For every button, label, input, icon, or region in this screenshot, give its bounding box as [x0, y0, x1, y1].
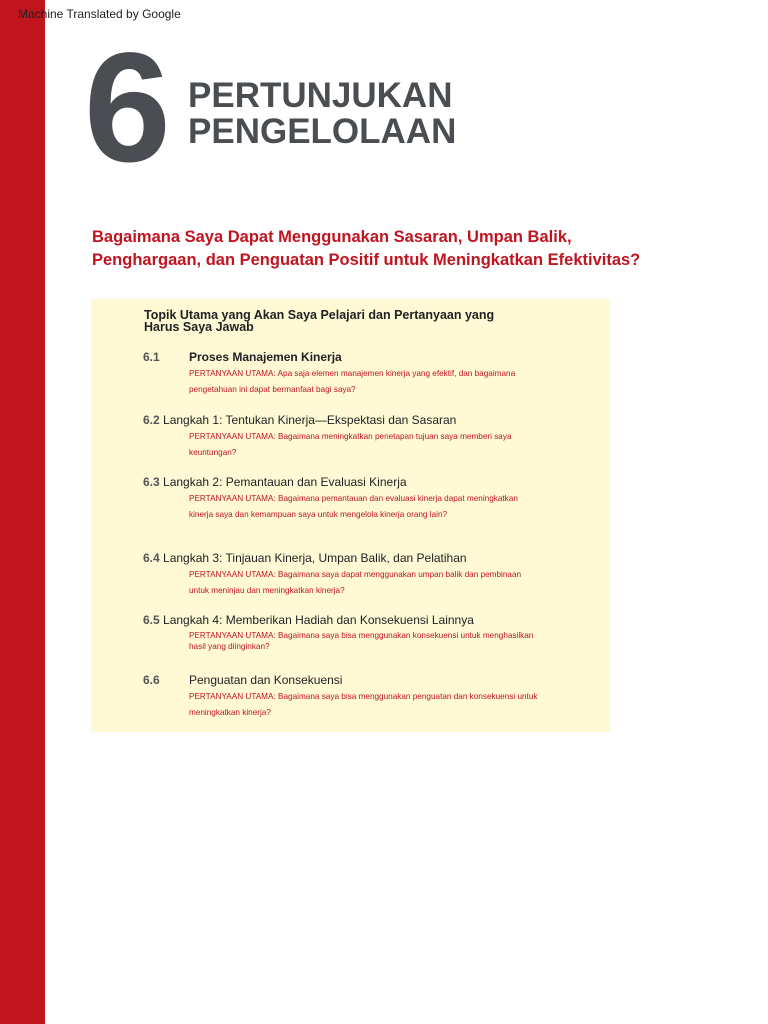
chapter-question [92, 226, 712, 272]
topic-number: 6.6 [143, 673, 160, 687]
topic-key-question [189, 366, 603, 397]
topic-title: Penguatan dan Konsekuensi [189, 673, 343, 687]
topic-6-5 [143, 613, 603, 652]
chapter-title [188, 78, 456, 150]
topic-number: 6.4 [143, 551, 160, 565]
topic-number: 6.5 [143, 613, 160, 627]
left-margin-bar [0, 0, 45, 1024]
key-question-line: PERTANYAAN UTAMA: Bagaimana saya bisa menggunakan penguatan dan konsekuensi untuk [189, 692, 538, 701]
topic-key-question [189, 689, 603, 720]
topic-title: Proses Manajemen Kinerja [189, 350, 342, 364]
topic-heading [143, 551, 603, 565]
topic-heading [143, 673, 603, 687]
chapter-number: 6 [84, 21, 167, 195]
key-question-line: PERTANYAAN UTAMA: Bagaimana meningkatkan penetapan tujuan saya memberi saya [189, 432, 512, 441]
topic-6-1 [143, 350, 603, 397]
topic-key-question [189, 630, 603, 652]
topic-6-6 [143, 673, 603, 720]
key-question-line: PERTANYAAN UTAMA: Bagaimana pemantauan dan evaluasi kinerja dapat meningkatkan [189, 494, 518, 503]
topic-heading [143, 475, 603, 489]
chapter-question-line: Bagaimana Saya Dapat Menggunakan Sasaran, Umpan Balik, [92, 228, 572, 246]
chapter-title-line: PERTUNJUKAN [188, 76, 453, 115]
topic-heading [143, 350, 603, 364]
topic-title: Langkah 3: Tinjauan Kinerja, Umpan Balik, dan Pelatihan [163, 551, 467, 565]
topic-key-question [189, 567, 603, 598]
key-topics-heading [144, 309, 514, 333]
topic-title: Langkah 4: Memberikan Hadiah dan Konsekuensi Lainnya [163, 613, 474, 627]
key-topics-heading-line: Topik Utama yang Akan Saya Pelajari dan Pertanyaan yang [144, 308, 495, 322]
key-question-line: PERTANYAAN UTAMA: Apa saja elemen manajemen kinerja yang efektif, dan bagaimana [189, 369, 516, 378]
machine-translation-notice: Machine Translated by Google [18, 7, 181, 21]
topic-heading [143, 413, 603, 427]
key-question-line: PERTANYAAN UTAMA: Bagaimana saya dapat menggunakan umpan balik dan pembinaan [189, 570, 522, 579]
key-topics-heading-line: Harus Saya Jawab [144, 320, 254, 334]
topic-number: 6.2 [143, 413, 160, 427]
topic-title: Langkah 1: Tentukan Kinerja—Ekspektasi dan Sasaran [163, 413, 457, 427]
topic-number: 6.3 [143, 475, 160, 489]
chapter-title-line: PENGELOLAAN [188, 112, 457, 151]
key-question-line: PERTANYAAN UTAMA: Bagaimana saya bisa menggunakan konsekuensi untuk menghasilkan [189, 631, 534, 640]
topic-key-question [189, 429, 603, 460]
key-question-line: keuntungan? [189, 447, 237, 457]
key-question-line: untuk meninjau dan meningkatkan kinerja? [189, 585, 345, 595]
topic-6-4 [143, 551, 603, 598]
topic-key-question [189, 491, 603, 522]
topic-title: Langkah 2: Pemantauan dan Evaluasi Kinerja [163, 475, 407, 489]
topic-heading [143, 613, 603, 627]
key-topics-box [91, 299, 610, 732]
key-question-line: pengetahuan ini dapat bermanfaat bagi saya? [189, 384, 356, 394]
key-question-line: meningkatkan kinerja? [189, 707, 271, 717]
topic-number: 6.1 [143, 350, 160, 364]
topic-6-2 [143, 413, 603, 460]
chapter-question-line: Penghargaan, dan Penguatan Positif untuk Meningkatkan Efektivitas? [92, 251, 641, 269]
topic-6-3 [143, 475, 603, 522]
key-question-line: kinerja saya dan kemampuan saya untuk mengelola kinerja orang lain? [189, 509, 448, 519]
key-question-line: hasil yang diinginkan? [189, 642, 270, 651]
